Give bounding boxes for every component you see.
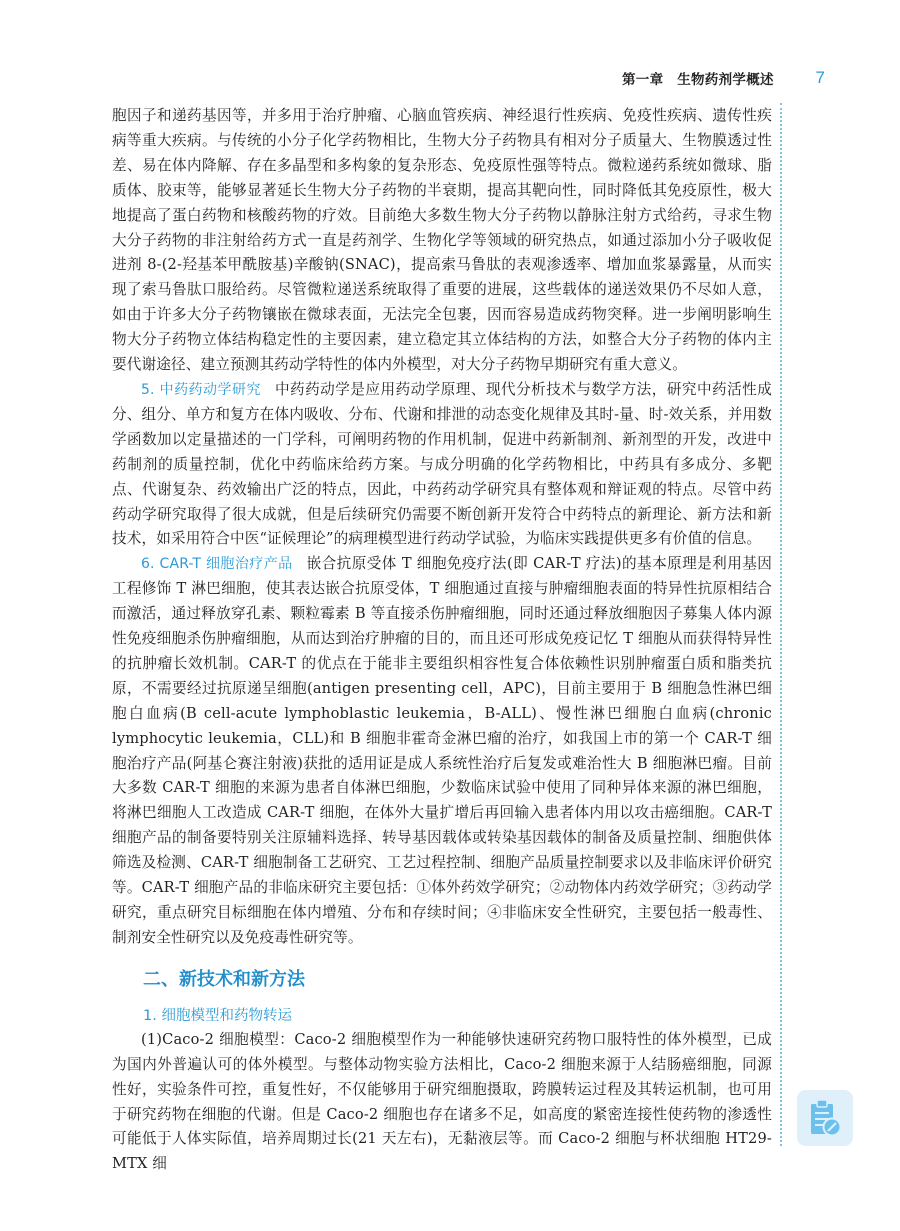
section-title-new-technologies: 二、新技术和新方法 <box>143 968 305 990</box>
margin-dotted-rule <box>780 103 782 1146</box>
page-body <box>112 104 772 1177</box>
section-heading-5: 5. 中药药动学研究 <box>141 381 261 398</box>
chapter-title: 第一章 生物药剂学概述 <box>622 72 774 88</box>
section-heading-6: 6. CAR-T 细胞治疗产品 <box>141 556 293 573</box>
running-head <box>560 66 825 90</box>
notes-button[interactable] <box>797 1090 853 1146</box>
paragraph-caco2: (1)Caco-2 细胞模型：Caco-2 细胞模型作为一种能够快速研究药物口服特性的体外模型，已成为国内外普遍认可的体外模型。与整体动物实验方法相比，Caco-2 细胞来源于人结肠癌细胞，同源性好，实验条件可控，重复性好，不仅能够用于研究细胞摄取，跨膜转运过程及其转运机制，也可用于研究药物在细胞的代谢。但是 Caco-2 细胞也存在诸多不足，如高度的紧密连接性使药物的渗透性可能低于人体实际值，培养周期过长(21 天左右)，无黏液层等。而 Caco-2 细胞与杯状细胞 HT29-MTX 细 <box>112 1030 772 1173</box>
section-text-6: 嵌合抗原受体 T 细胞免疫疗法(即 CAR-T 疗法)的基本原理是利用基因工程修饰 T 淋巴细胞，使其表达嵌合抗原受体，T 细胞通过直接与肿瘤细胞表面的特异性抗原相结合而激活，通过释放穿孔素、颗粒霉素 B 等直接杀伤肿瘤细胞，同时还通过释放细胞因子募集人体内源性免疫细胞杀伤肿瘤细胞，从而达到治疗肿瘤的目的，而且还可形成免疫记忆 T 细胞从而获得特异性的抗肿瘤长效机制。CAR-T 的优点在于能非主要组织相容性复合体依赖性识别肿瘤蛋白质和脂类抗原，不需要经过抗原递呈细胞(antigen presenting cell，APC)，目前主要用于 B 细胞急性淋巴细胞白血病(B cell-acute lymphoblastic leukemia，B-ALL)、慢性淋巴细胞白血病(chronic lymphocytic leukemia，CLL)和 B 细胞非霍奇金淋巴瘤的治疗，如我国上市的第一个 CAR-T 细胞治疗产品(阿基仑赛注射液)获批的适用证是成人系统性治疗后复发或难治性大 B 细胞淋巴瘤。目前大多数 CAR-T 细胞的来源为患者自体淋巴细胞，少数临床试验中使用了同种异体来源的淋巴细胞，将淋巴细胞人工改造成 CAR-T 细胞，在体外大量扩增后再回输入患者体内用以攻击癌细胞。CAR-T 细胞产品的制备要特别关注原辅料选择、转导基因载体或转染基因载体的制备及质量控制、细胞供体筛选及检测、CAR-T 细胞制备工艺研究、工艺过程控制、细胞产品质量控制要求以及非临床评价研究等。CAR-T 细胞产品的非临床研究主要包括：①体外药效学研究；②动物体内药效学研究；③药动学研究，重点研究目标细胞在体内增殖、分布和存续时间；④非临床安全性研究，主要包括一般毒性、制剂安全性研究以及免疫毒性研究等。 <box>112 555 772 946</box>
section-text-5: 中药药动学是应用药动学原理、现代分析技术与数学方法，研究中药活性成分、组分、单方和复方在体内吸收、分布、代谢和排泄的动态变化规律及其时-量、时-效关系，并用数学函数加以定量描述的一门学科，可阐明药物的作用机制，促进中药新制剂、新剂型的开发，改进中药制剂的质量控制，优化中药临床给药方案。与成分明确的化学药物相比，中药具有多成分、多靶点、代谢复杂、药效输出广泛的特点，因此，中药药动学研究具有整体观和辩证观的特点。尽管中药药动学研究取得了很大成就，但是后续研究仍需要不断创新开发符合中药特点的新理论、新方法和新技术，如采用符合中医“证候理论”的病理模型进行药动学试验，为临床实践提供更多有价值的信息。 <box>112 380 772 548</box>
page-number: 7 <box>815 68 825 87</box>
section-tcm-pharmacokinetics <box>112 378 772 552</box>
subsection-title-cell-models: 1. 细胞模型和药物转运 <box>143 1007 292 1024</box>
paragraph-biomacromolecules: 胞因子和递药基因等，并多用于治疗肿瘤、心脑血管疾病、神经退行性疾病、免疫性疾病、遗传性疾病等重大疾病。与传统的小分子化学药物相比，生物大分子药物具有相对分子质量大、生物膜透过性差、易在体内降解、存在多晶型和多构象的复杂形态、免疫原性强等特点。微粒递药系统如微球、脂质体、胶束等，能够显著延长生物大分子药物的半衰期，提高其靶向性，同时降低其免疫原性，极大地提高了蛋白药物和核酸药物的疗效。目前绝大多数生物大分子药物以静脉注射方式给药，寻求生物大分子药物的非注射给药方式一直是药剂学、生物化学等领域的研究热点，如通过添加小分子吸收促进剂 8-(2-羟基苯甲酰胺基)辛酸钠(SNAC)，提高索马鲁肽的表观渗透率、增加血浆暴露量，从而实现了索马鲁肽口服给药。尽管微粒递送系统取得了重要的进展，这些载体的递送效果仍不尽如人意，如由于许多大分子药物镶嵌在微球表面，无法完全包裹，因而容易造成药物突释。进一步阐明影响生物大分子药物立体结构稳定性的主要因素，建立稳定其立体结构的方法，如整合大分子药物的体内主要代谢途径、建立预测其药动学特性的体内外模型，对大分子药物早期研究有重大意义。 <box>112 107 772 374</box>
clipboard-edit-icon <box>807 1098 843 1138</box>
section-car-t <box>112 552 772 951</box>
